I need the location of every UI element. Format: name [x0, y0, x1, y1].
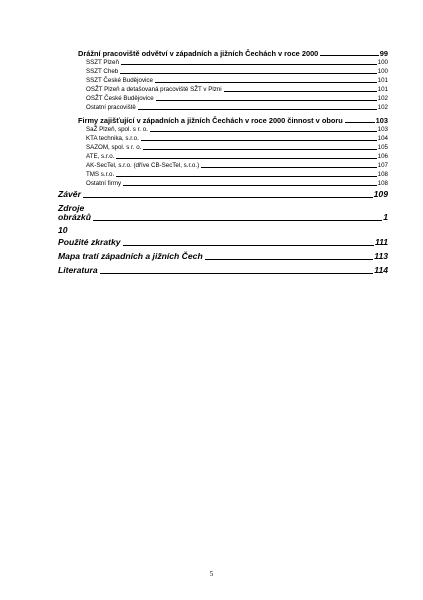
toc-section-1[interactable]	[78, 50, 388, 57]
toc-page-number: 103	[377, 126, 388, 133]
toc-page-number: 102	[377, 104, 388, 111]
toc-leader	[83, 197, 373, 198]
toc-entry-label: SAZOM, spol. s r. o.	[86, 144, 142, 151]
toc-entry-zdroje[interactable]	[58, 213, 388, 222]
toc-entry-label: Ostatní pracoviště	[86, 104, 136, 111]
toc-page-number-continued: 10	[58, 225, 68, 235]
toc-entry-literatura[interactable]	[58, 266, 388, 275]
toc-leader	[205, 259, 374, 260]
toc-entry[interactable]	[86, 96, 388, 102]
toc-page-number: 1	[383, 212, 388, 222]
toc-entry-zkratky[interactable]	[58, 238, 388, 247]
toc-leader	[93, 220, 382, 221]
toc-entry[interactable]	[86, 127, 388, 133]
toc-page-number: 101	[377, 77, 388, 84]
toc-page-number: 108	[377, 180, 388, 187]
toc-entry[interactable]	[86, 136, 388, 142]
toc-leader	[138, 109, 377, 110]
toc-section-2[interactable]	[78, 117, 388, 124]
toc-page-number: 109	[373, 189, 388, 199]
toc-entry[interactable]	[86, 181, 388, 187]
toc-entry-title: Mapa tratí západních a jižních Čech	[58, 251, 203, 261]
toc-entry-mapa[interactable]	[58, 252, 388, 261]
toc-page-number: 99	[379, 49, 388, 58]
toc-leader	[123, 185, 377, 186]
toc-leader	[155, 82, 377, 83]
toc-leader	[116, 158, 376, 159]
toc-entry-label: KTA technika, s.r.o.	[86, 135, 139, 142]
toc-leader	[224, 91, 377, 92]
toc-entry-label: SaŽ Plzeň, spol. s r. o.	[86, 126, 148, 133]
toc-page-number: 101	[377, 86, 388, 93]
toc-leader	[123, 245, 374, 246]
toc-entry[interactable]	[86, 145, 388, 151]
toc-entry-label: Ostatní firmy	[86, 180, 122, 187]
toc-entry-title: Literatura	[58, 265, 98, 275]
toc-leader	[143, 149, 376, 150]
toc-entry-title: Použité zkratky	[58, 237, 121, 247]
toc-page-number: 105	[377, 144, 388, 151]
toc-entry-label: SSZT Plzeň	[86, 59, 119, 66]
toc-page-number: 103	[375, 116, 388, 125]
toc-page-number: 108	[377, 171, 388, 178]
toc-entry-zaver[interactable]	[58, 190, 388, 199]
toc-page-number: 100	[377, 68, 388, 75]
toc-leader	[120, 73, 376, 74]
toc-leader	[150, 131, 377, 132]
toc-entry[interactable]	[86, 78, 388, 84]
toc-entry[interactable]	[86, 105, 388, 111]
toc-section-title: Drážní pracoviště odvětví v západních a jižních Čechách v roce 2000	[78, 49, 319, 58]
toc-page-number: 100	[377, 59, 388, 66]
toc-entry-label: OSŽT České Budějovice	[86, 95, 154, 102]
toc-leader	[141, 140, 377, 141]
toc-section-title: Firmy zajišťující v západních a jižních Čechách v roce 2000 činnost v oboru	[78, 116, 343, 125]
toc-entry[interactable]	[86, 172, 388, 178]
page-number-footer: 5	[209, 570, 214, 578]
toc-leader	[100, 273, 374, 274]
toc-entry-title: Závěr	[58, 189, 81, 199]
toc-entry-zdroje-line1[interactable]: Zdroje	[58, 203, 85, 213]
toc-page-number: 106	[377, 153, 388, 160]
toc-entry[interactable]	[86, 163, 388, 169]
toc-entry-title: obrázků	[58, 212, 91, 222]
toc-leader	[116, 176, 376, 177]
toc-entry[interactable]	[86, 154, 388, 160]
toc-leader	[121, 64, 377, 65]
toc-page-number: 114	[374, 265, 388, 275]
toc-leader	[320, 55, 378, 56]
toc-entry-label: AK-SecTel, s.r.o. (dříve CB-SecTel, s.r.o.)	[86, 162, 200, 169]
toc-entry[interactable]	[86, 69, 388, 75]
toc-entry[interactable]	[86, 60, 388, 66]
toc-entry[interactable]	[86, 87, 388, 93]
toc-entry-label: OSŽT Plzeň a detašovaná pracoviště SŽT v Plzni	[86, 86, 222, 93]
toc-page-number: 107	[377, 162, 388, 169]
toc-leader	[345, 122, 375, 123]
toc-page-number: 102	[377, 95, 388, 102]
toc-page-number: 111	[374, 237, 388, 247]
toc-leader	[156, 100, 377, 101]
toc-page-number: 113	[374, 251, 388, 261]
toc-entry-label: ATE, s.r.o.	[86, 153, 115, 160]
toc-leader	[201, 167, 377, 168]
toc-entry-label: SSZT České Budějovice	[86, 77, 153, 84]
toc-page-number: 104	[377, 135, 388, 142]
toc-entry-label: SSZT Cheb	[86, 68, 119, 75]
toc-entry-label: TMS s.r.o.	[86, 171, 115, 178]
